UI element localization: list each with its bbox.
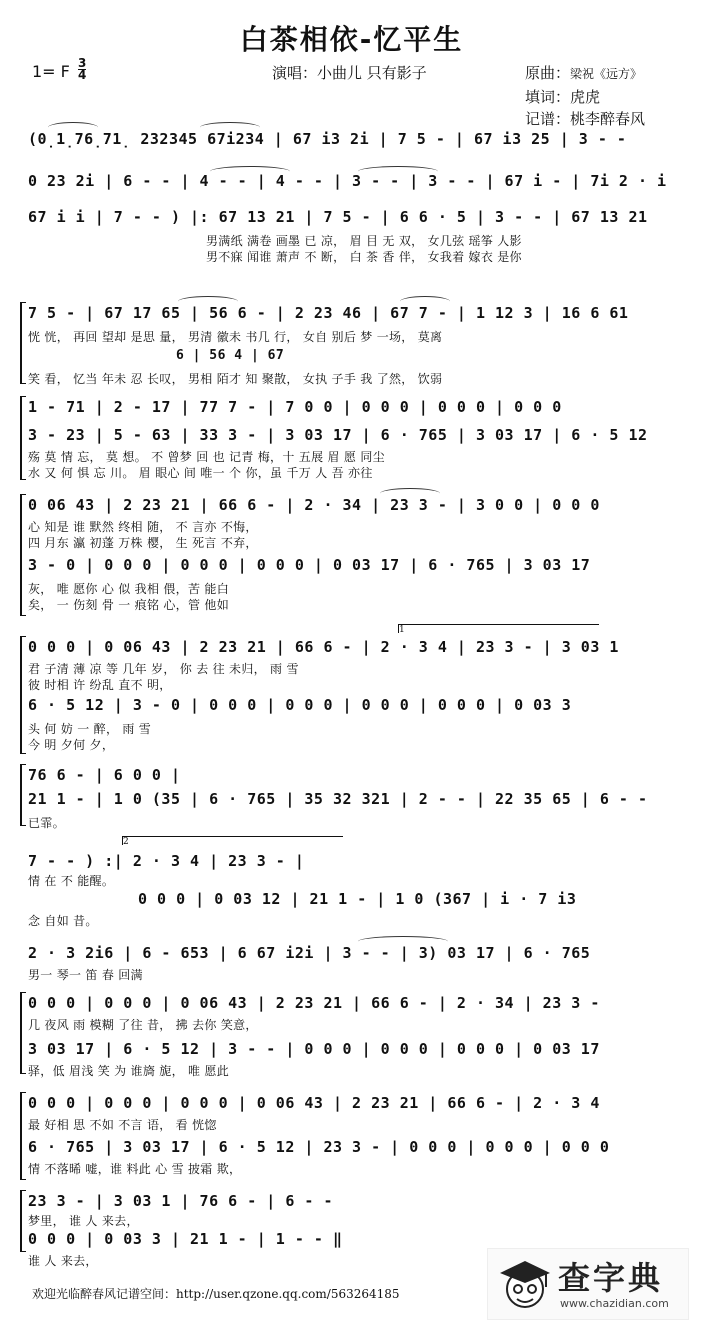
system-9	[28, 837, 678, 930]
system-6	[28, 494, 678, 618]
system-brace	[20, 494, 26, 616]
notes-line: 3 - 0 | 0 0 0 | 0 0 0 | 0 0 0 | 0 03 17 | 6 · 765 | 3 03 17	[28, 556, 591, 574]
time-bottom: 4	[78, 68, 87, 82]
notes-line: 6 | 56 4 | 67	[176, 348, 285, 363]
system-7	[28, 625, 678, 756]
time-signature	[78, 58, 86, 81]
notes-line: 0 23 2i | 6 - - | 4 - - | 4 - - | 3 - - | 3 - - | 67 i - | 7i 2 · i	[28, 172, 667, 190]
lyricist: 填词：虎虎	[525, 88, 601, 106]
slur	[178, 296, 238, 307]
system-3	[28, 208, 678, 268]
scholar-icon	[496, 1255, 554, 1313]
notes-line: 3 03 17 | 6 · 5 12 | 3 - - | 0 0 0 | 0 0 0 | 0 0 0 | 0 03 17	[28, 1040, 600, 1058]
time-top: 3	[78, 56, 87, 70]
lyric-line: 谁 人 来去，	[28, 1254, 98, 1268]
lyric-line: 水 又 何 惧 忘 川。 眉 眼心 间 唯一 个 你，虽 千万 人 吾 亦往	[28, 466, 373, 480]
slur	[358, 936, 448, 947]
notes-line: 6 · 5 12 | 3 - 0 | 0 0 0 | 0 0 0 | 0 0 0 | 0 0 0 | 0 03 3	[28, 696, 572, 714]
system-brace	[20, 302, 26, 384]
notes-line: 0 0 0 | 0 0 0 | 0 06 43 | 2 23 21 | 66 6 - | 2 · 34 | 23 3 -	[28, 994, 600, 1012]
lyric-line: 矣， 一 伤刻 骨 一 痕铭 心，管 他如	[28, 598, 230, 612]
system-brace	[20, 992, 26, 1074]
system-brace	[20, 1190, 26, 1252]
lyric-line: 情 不落晞 嘘，谁 料此 心 雪 披霜 欺，	[28, 1162, 242, 1176]
lyric-line: 君 子清 薄 凉 等 几年 岁， 你 去 往 未归， 雨 雪	[28, 662, 299, 676]
slur	[200, 122, 260, 133]
lyric-line: 彼 时相 许 纷乱 直不 明，	[28, 678, 172, 692]
lyric-line: 男满纸 满卷 画墨 已 凉， 眉 目 无 双， 女几弦 瑶筝 人影	[206, 234, 522, 248]
slur	[48, 122, 98, 133]
slur	[358, 166, 438, 177]
system-1	[28, 128, 678, 158]
notes-line: 0 0 0 | 0 0 0 | 0 0 0 | 0 06 43 | 2 23 21 | 66 6 - | 2 · 3 4	[28, 1094, 600, 1112]
lyric-line: 男不寐 闻谁 萧声 不 断， 白 茶 香 伴， 女我着 嫁衣 是你	[206, 250, 522, 264]
slur	[210, 166, 290, 177]
system-brace	[20, 1092, 26, 1180]
original-song	[525, 62, 642, 83]
lyric-line: 恍 恍， 再回 望却 是思 量， 男清 徽未 书几 行， 女自 别后 梦 一场， 莫离	[28, 330, 443, 344]
notes-line: 7 - - ) :| 2 · 3 4 | 23 3 - |	[28, 852, 305, 870]
lyric-line: 最 好相 思 不如 不言 语， 看 恍惚	[28, 1118, 217, 1132]
volta-2: 2	[122, 836, 343, 845]
logo-text: 查字典	[558, 1259, 664, 1297]
notes-line: 0 06 43 | 2 23 21 | 66 6 - | 2 · 34 | 23 3 - | 3 0 0 | 0 0 0	[28, 496, 600, 514]
footer-link-text: 欢迎光临醉春风记谱空间：http://user.qzone.qq.com/563264185	[32, 1287, 400, 1301]
logo-url: www.chazidian.com	[560, 1297, 669, 1310]
singers: 演唱：小曲儿 只有影子	[272, 64, 427, 82]
lyric-line: 情 在 不 能醒。	[28, 874, 115, 888]
lyric-line: 梦里， 谁 人 来去，	[28, 1214, 139, 1228]
lyric-line: 今 明 夕何 夕，	[28, 738, 115, 752]
system-brace	[20, 636, 26, 754]
system-brace	[20, 396, 26, 480]
system-11	[28, 1092, 678, 1184]
transcriber: 记谱：桃李醉春风	[525, 110, 646, 128]
notes-line: 6 · 765 | 3 03 17 | 6 · 5 12 | 23 3 - | 0 0 0 | 0 0 0 | 0 0 0	[28, 1138, 610, 1156]
system-10	[28, 942, 678, 1082]
system-8	[28, 764, 678, 830]
chazidian-logo	[487, 1248, 689, 1320]
notes-line: 0 0 0 | 0 03 12 | 21 1 - | 1 0 (367 | i · 7 i3	[138, 890, 577, 908]
original-label: 原曲：	[525, 64, 571, 82]
lyric-line: 头 何 妨 一 醉， 雨 雪	[28, 722, 152, 736]
slur	[400, 296, 450, 307]
notes-line: 0 0 0 | 0 06 43 | 2 23 21 | 66 6 - | 2 · 3 4 | 23 3 - | 3 03 1	[28, 638, 619, 656]
system-5	[28, 396, 678, 482]
lyric-line: 已霏。	[28, 816, 65, 830]
notes-line: 7 5 - | 67 17 65 | 56 6 - | 2 23 46 | 67 7 - | 1 12 3 | 16 6 61	[28, 304, 629, 322]
lyric-line: 男一 琴一 笛 春 回满	[28, 968, 143, 982]
slur	[380, 488, 440, 499]
lyric-line: 驿，低 眉浅 笑 为 谁旖 旎， 唯 愿此	[28, 1064, 230, 1078]
original-value: 梁祝《远方》	[570, 67, 643, 81]
notes-line: 21 1 - | 1 0 (35 | 6 · 765 | 35 32 321 | 2 - - | 22 35 65 | 6 - -	[28, 790, 648, 808]
notes-line: 1 - 71 | 2 - 17 | 77 7 - | 7 0 0 | 0 0 0 | 0 0 0 | 0 0 0	[28, 398, 562, 416]
lyric-line: 念 自如 昔。	[28, 914, 98, 928]
lyric-line: 笑 看， 忆当 年未 忍 长叹， 男相 陌才 知 聚散， 女执 子手 我 了然， 饮弱	[28, 372, 443, 386]
lyric-line: 灰， 唯 愿你 心 似 我相 偎，苦 能白	[28, 582, 230, 596]
page-title: 白茶相依-忆平生	[239, 23, 464, 56]
notes-line: 76 6 - | 6 0 0 |	[28, 766, 181, 784]
lyric-line: 几 夜风 雨 模糊 了往 昔， 拂 去你 笑意，	[28, 1018, 258, 1032]
system-brace	[20, 764, 26, 826]
lyric-line: 心 知是 谁 默然 终相 随， 不 言亦 不悔，	[28, 520, 258, 534]
notes-line: 23 3 - | 3 03 1 | 76 6 - | 6 - -	[28, 1192, 333, 1210]
system-2	[28, 172, 678, 198]
key-signature: 1= F	[32, 62, 70, 81]
notes-line: (0̣1̣76̣71̣ 232345 67i234 | 67 i3 2i | 7 5 - | 67 i3 25 | 3 - -	[28, 130, 627, 148]
notes-line: 2 · 3 2i6 | 6 - 653 | 6 67 i2i | 3 - - | 3) 03 17 | 6 · 765	[28, 944, 591, 962]
volta-1: 1	[398, 624, 599, 633]
lyric-line: 四 月东 瀛 初蓬 万株 樱， 生 死言 不弃，	[28, 536, 258, 550]
notes-line: 3 - 23 | 5 - 63 | 33 3 - | 3 03 17 | 6 · 765 | 3 03 17 | 6 · 5 12	[28, 426, 648, 444]
system-4	[28, 276, 678, 386]
lyric-line: 殇 莫 情 忘， 莫 想。 不 曾梦 回 也 记青 梅，十 五展 眉 愿 同尘	[28, 450, 385, 464]
notes-line: 0 0 0 | 0 03 3 | 21 1 - | 1 - - ‖	[28, 1230, 343, 1248]
notes-line: 67 i i | 7 - - ) |: 67 13 21 | 7 5 - | 6 6 · 5 | 3 - - | 67 13 21	[28, 208, 648, 226]
